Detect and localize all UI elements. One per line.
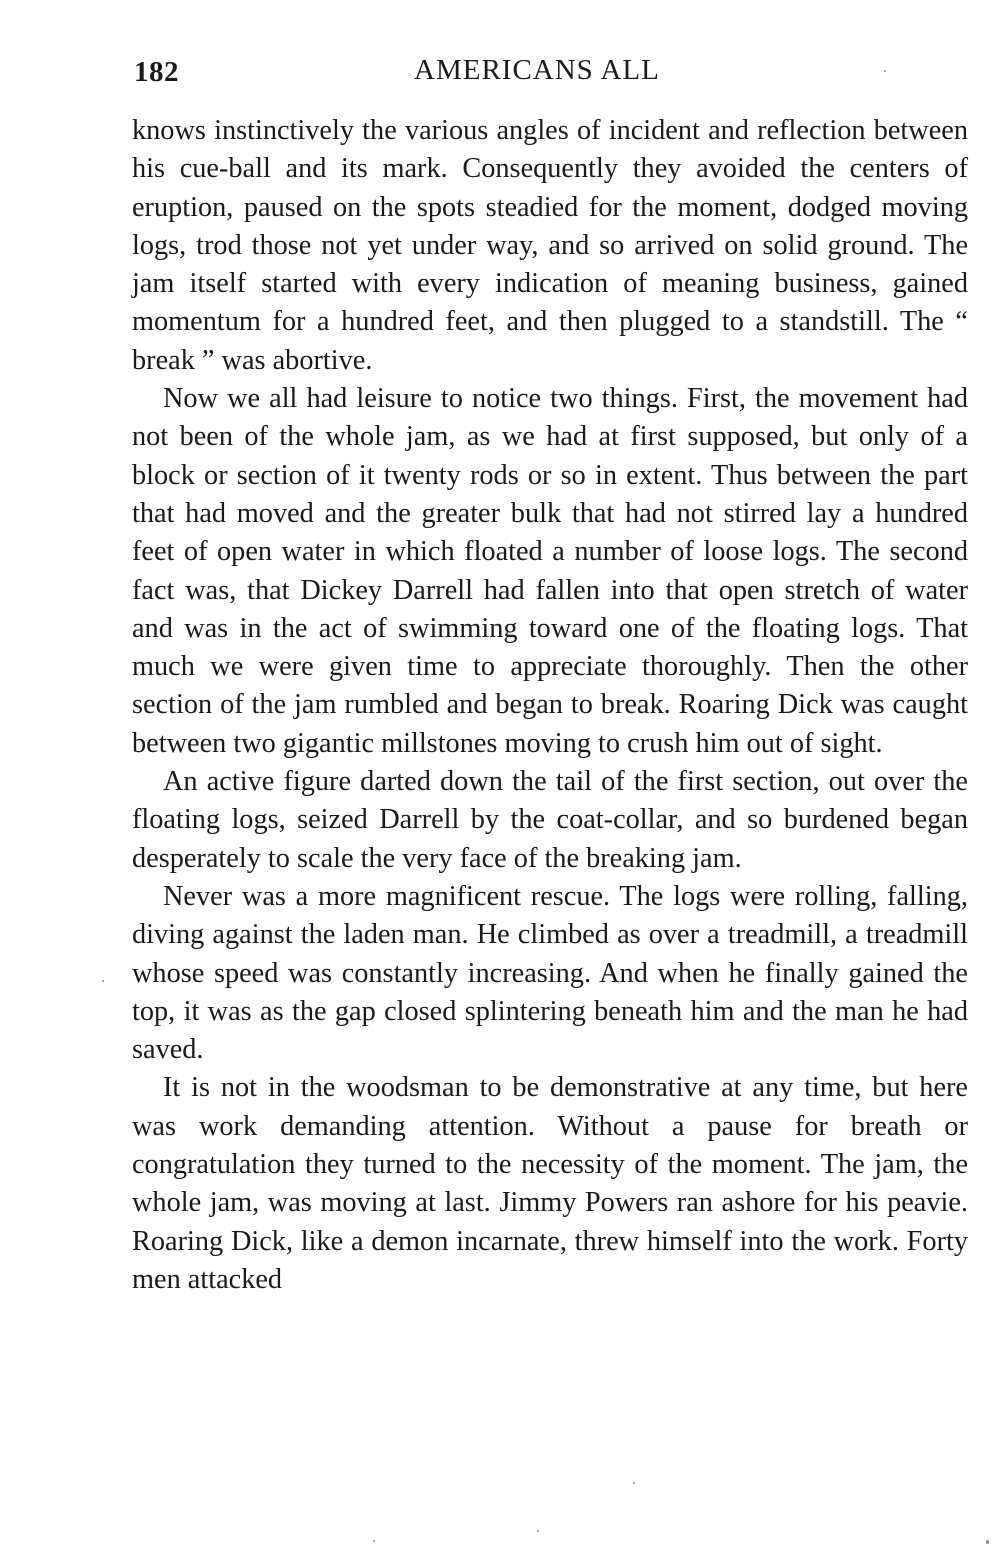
paragraph: Never was a more magnificent rescue. The logs were rolling, falling, diving against the laden man. He climbed as over a treadmill, a treadmill whose speed was constantly increasing. And when he finally gained the top, it was as the gap closed splintering beneath him and the man he had saved. bbox=[132, 880, 968, 1066]
speck bbox=[373, 1540, 375, 1542]
paragraph-continued: knows instinctively the various angles of incident and reflection between his cue-ball and its mark. Consequently they avoided the centers of eruption, paused on the spots steadied for the moment, dodged moving logs, trod those not yet under way, and so arrived on solid ground. The jam itself started with every indication of meaning business, gained momentum for a hundred feet, and then plugged to a standstill. The “ break ” was abortive. bbox=[132, 115, 968, 376]
paragraph: An active figure darted down the tail of the first section, out over the floating logs, seized Darrell by the coat-collar, and so burdened began desperately to scale the very face of the breaking jam. bbox=[132, 766, 968, 874]
speck bbox=[884, 70, 886, 72]
paragraph: Now we all had leisure to notice two things. First, the movement had not been of the whole jam, as we had at first supposed, but only of a block or section of it twenty rods or so in extent. Thus between the part that had moved and the greater bulk that had not stirred lay a hundred feet of open water in which floated a number of loose logs. The second fact was, that Dickey Darrell had fallen into that open stretch of water and was in the act of swimming toward one of the floating logs. That much we were given time to appreciate thoroughly. Then the other section of the jam rumbled and began to break. Roaring Dick was caught between two gigantic millstones moving to crush him out of sight. bbox=[132, 383, 968, 759]
body-text bbox=[132, 112, 968, 1299]
running-title: AMERICANS ALL bbox=[414, 54, 660, 86]
speck bbox=[633, 1482, 635, 1484]
speck bbox=[986, 1540, 989, 1544]
speck bbox=[537, 1530, 539, 1532]
page-number: 182 bbox=[134, 56, 179, 88]
page-header bbox=[134, 50, 968, 100]
speck bbox=[102, 980, 104, 982]
paragraph: It is not in the woodsman to be demonstrative at any time, but here was work demanding attention. Without a pause for breath or congratulation they turned to the necessity of the moment. The jam, the whole jam, was moving at last. Jimmy Powers ran ashore for his peavie. Roaring Dick, like a demon incarnate, threw himself into the work. Forty men attacked bbox=[132, 1072, 968, 1295]
